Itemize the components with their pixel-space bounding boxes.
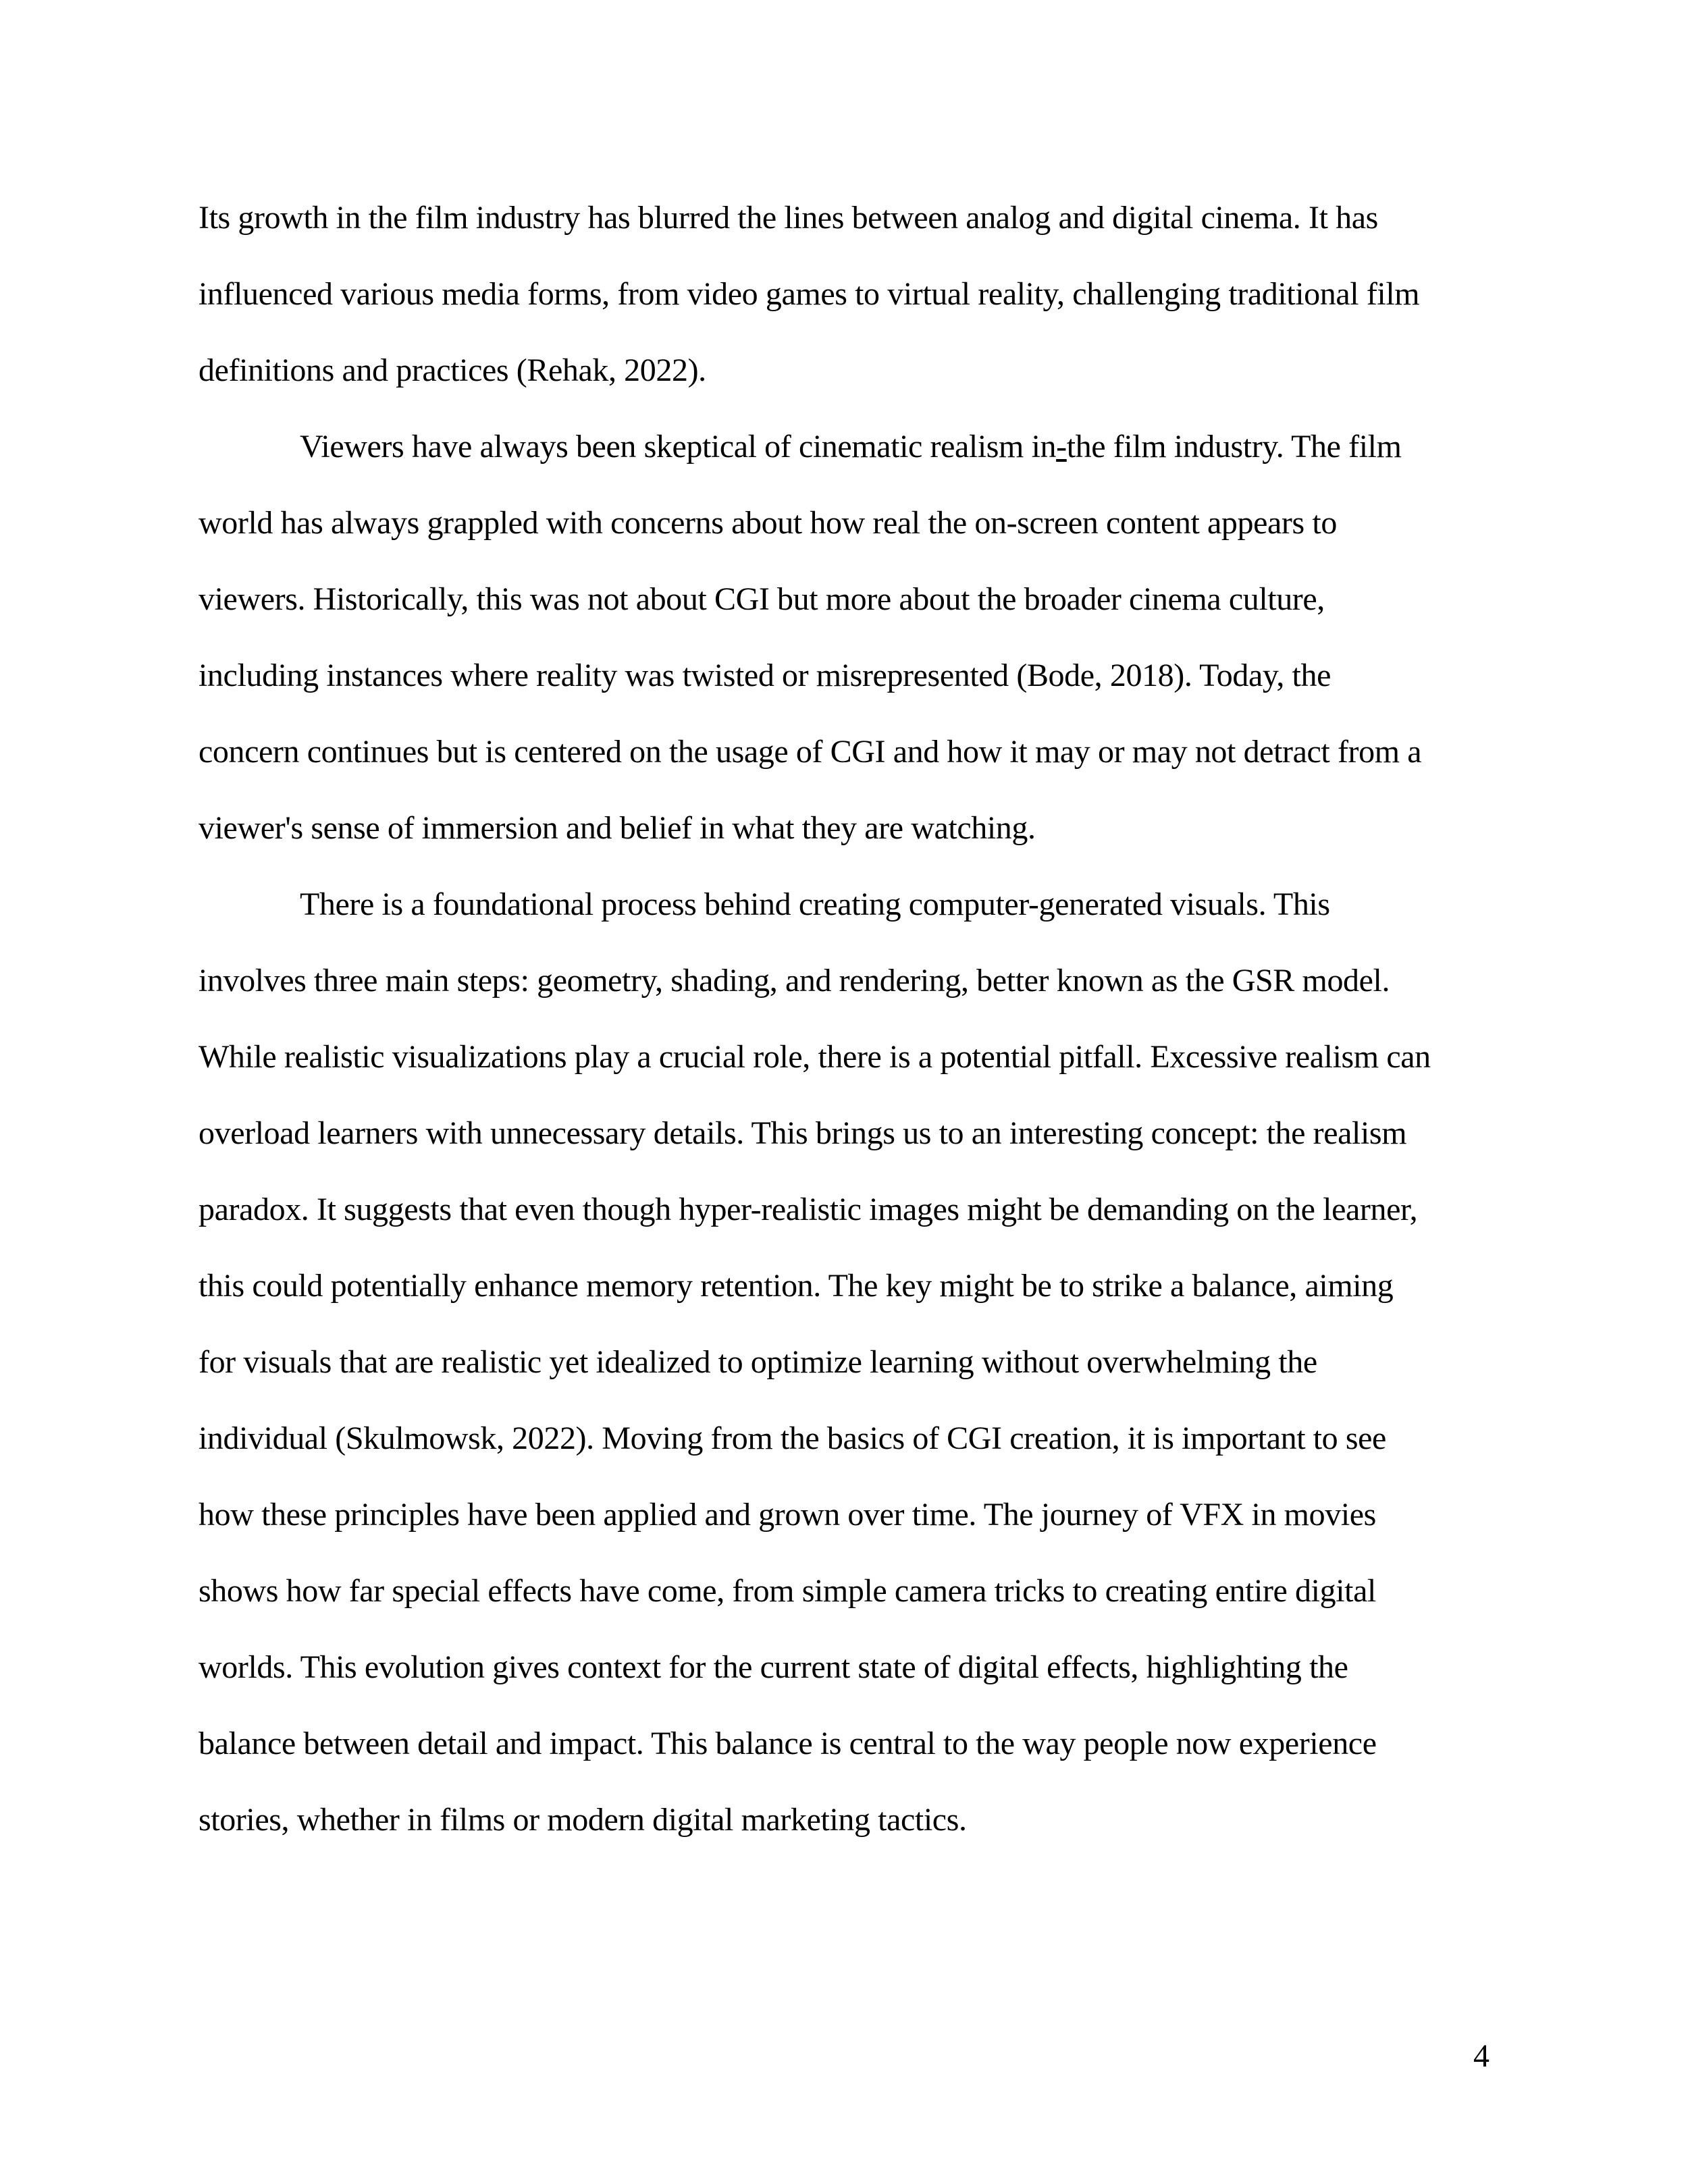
text-segment: the film industry. The film: [1066, 429, 1402, 464]
text-line: influenced various media forms, from video games to virtual reality, challenging traditional film: [199, 276, 1420, 312]
text-line: shows how far special effects have come, from simple camera tricks to creating entire digital: [199, 1573, 1376, 1609]
text-line: paradox. It suggests that even though hyper-realistic images might be demanding on the learner,: [199, 1192, 1418, 1227]
text-line: overload learners with unnecessary details. This brings us to an interesting concept: the realism: [199, 1115, 1407, 1151]
text-line: viewer's sense of immersion and belief in what they are watching.: [199, 810, 1036, 846]
text-line: Its growth in the film industry has blurred the lines between analog and digital cinema. It has: [199, 200, 1378, 236]
page-number: 4: [1473, 2038, 1489, 2074]
text-line: stories, whether in films or modern digital marketing tactics.: [199, 1802, 967, 1838]
text-line: There is a foundational process behind creating computer-generated visuals. This: [300, 886, 1330, 922]
text-line: worlds. This evolution gives context for the current state of digital effects, highlighting the: [199, 1649, 1348, 1685]
text-line: viewers. Historically, this was not about CGI but more about the broader cinema culture,: [199, 581, 1325, 617]
text-line: including instances where reality was twisted or misrepresented (Bode, 2018). Today, the: [199, 658, 1331, 693]
text-line: individual (Skulmowsk, 2022). Moving from the basics of CGI creation, it is important to see: [199, 1420, 1386, 1456]
text-line: how these principles have been applied and grown over time. The journey of VFX in movies: [199, 1497, 1376, 1533]
text-line: While realistic visualizations play a crucial role, there is a potential pitfall. Excessive realism can: [199, 1039, 1431, 1075]
text-line: world has always grappled with concerns about how real the on-screen content appears to: [199, 505, 1337, 541]
body-text: [199, 180, 1495, 1858]
text-line: involves three main steps: geometry, shading, and rendering, better known as the GSR model.: [199, 963, 1390, 998]
text-line: [199, 408, 1495, 485]
text-line: balance between detail and impact. This balance is central to the way people now experience: [199, 1726, 1377, 1761]
text-line: this could potentially enhance memory retention. The key might be to strike a balance, aiming: [199, 1268, 1394, 1304]
text-line: concern continues but is centered on the usage of CGI and how it may or may not detract from a: [199, 734, 1422, 770]
text-line: for visuals that are realistic yet idealized to optimize learning without overwhelming the: [199, 1344, 1317, 1380]
inserted-hyphen-mark: -: [1056, 429, 1067, 464]
text-line: definitions and practices (Rehak, 2022).: [199, 352, 706, 388]
text-segment: Viewers have always been skeptical of cinematic realism in: [300, 429, 1057, 464]
